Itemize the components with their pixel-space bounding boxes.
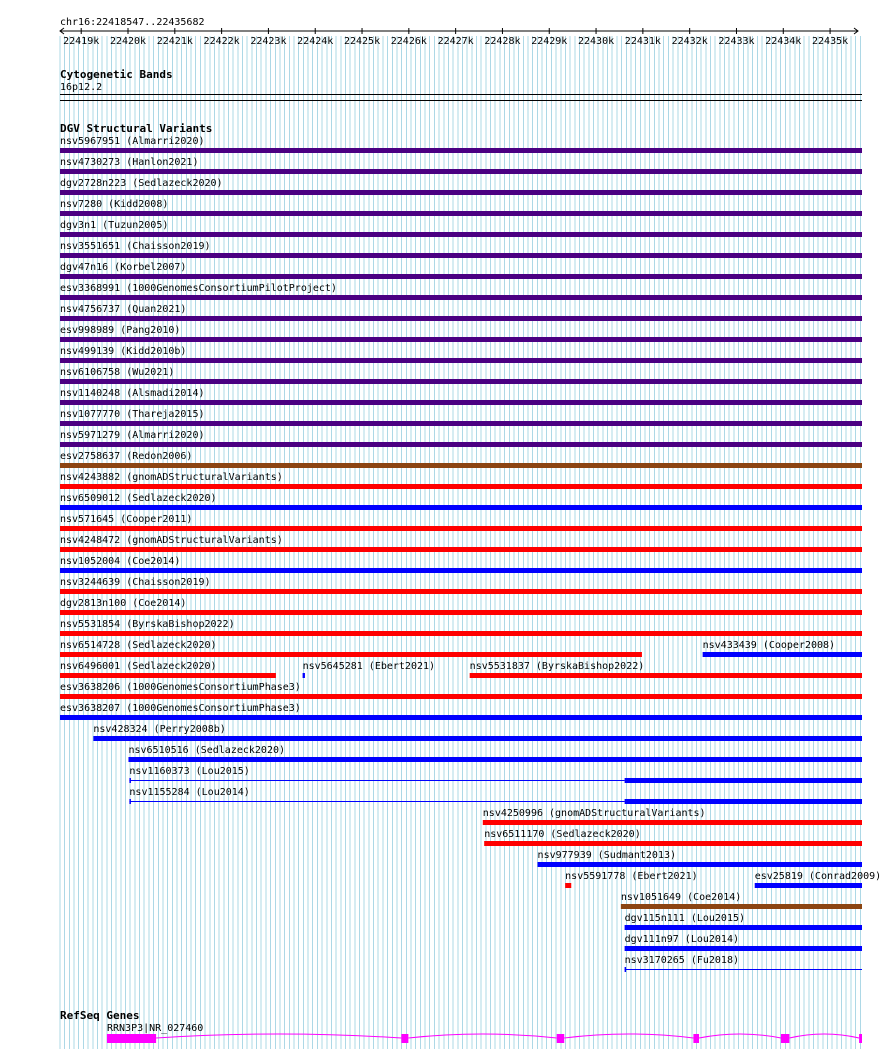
dgv-feature-bar[interactable]: [60, 526, 862, 531]
dgv-feature[interactable]: [60, 220, 862, 237]
dgv-feature-line[interactable]: [129, 780, 624, 781]
dgv-feature-label[interactable]: nsv1052004 (Coe2014): [60, 556, 181, 567]
dgv-feature-label[interactable]: nsv1160373 (Lou2015): [129, 766, 250, 777]
ruler: [60, 17, 858, 47]
dgv-feature-label[interactable]: nsv6510516 (Sedlazeck2020): [128, 745, 286, 756]
dgv-feature-bar[interactable]: [60, 274, 862, 279]
dgv-feature-label[interactable]: esv25819 (Conrad2009): [754, 871, 882, 882]
location-label: chr16:22418547..22435682: [60, 17, 205, 28]
dgv-feature-bar[interactable]: [483, 820, 862, 825]
dgv-feature-label[interactable]: nsv3551651 (Chaisson2019): [60, 241, 211, 252]
dgv-feature-bar[interactable]: [60, 463, 862, 468]
dgv-feature-label[interactable]: dgv47n16 (Korbel2007): [60, 262, 187, 273]
dgv-feature[interactable]: [60, 409, 862, 426]
dgv-feature-label[interactable]: nsv977939 (Sudmant2013): [537, 850, 677, 861]
dgv-feature[interactable]: [93, 724, 862, 741]
dgv-features: [60, 136, 881, 972]
dgv-feature-label[interactable]: nsv6514728 (Sedlazeck2020): [60, 640, 217, 651]
refseq-gene-label[interactable]: RRN3P3|NR_027460: [107, 1023, 204, 1034]
dgv-feature-label[interactable]: nsv499139 (Kidd2010b): [60, 346, 187, 357]
refseq-gene-model[interactable]: [107, 1034, 862, 1043]
dgv-feature-label[interactable]: nsv1051649 (Coe2014): [620, 892, 742, 903]
ruler-tick-label: 22432k: [671, 36, 708, 47]
refseq-intron: [564, 1034, 693, 1038]
dgv-feature-label[interactable]: nsv5967951 (Almarri2020): [60, 136, 205, 147]
dgv-feature-bar[interactable]: [470, 673, 862, 678]
dgv-feature[interactable]: [60, 241, 862, 258]
dgv-feature-bar[interactable]: [484, 841, 862, 846]
dgv-feature[interactable]: [60, 136, 862, 153]
dgv-feature[interactable]: [60, 304, 862, 321]
ruler-tick-label: 22422k: [203, 36, 240, 47]
dgv-feature[interactable]: [60, 598, 862, 615]
ruler-tick-label: 22424k: [297, 36, 334, 47]
dgv-feature-label[interactable]: nsv1077770 (Thareja2015): [60, 409, 205, 420]
dgv-feature-label[interactable]: nsv5591778 (Ebert2021): [565, 871, 698, 882]
dgv-feature-bar[interactable]: [60, 652, 642, 657]
dgv-feature-bar[interactable]: [625, 778, 862, 783]
dgv-feature[interactable]: [60, 472, 862, 489]
dgv-feature-label[interactable]: dgv2813n100 (Coe2014): [60, 598, 187, 609]
dgv-feature-label[interactable]: nsv6509012 (Sedlazeck2020): [60, 493, 217, 504]
dgv-track-title: DGV Structural Variants: [60, 122, 213, 135]
cytoband-label[interactable]: 16p12.2: [60, 82, 103, 93]
dgv-feature-label[interactable]: nsv4248472 (gnomADStructuralVariants): [60, 535, 283, 546]
dgv-feature-label[interactable]: esv998989 (Pang2010): [60, 325, 181, 336]
dgv-feature[interactable]: [470, 661, 862, 678]
ruler-tick-label: 22431k: [624, 36, 661, 47]
refseq-intron: [408, 1034, 556, 1038]
dgv-feature-bar[interactable]: [625, 925, 862, 930]
dgv-feature-bar[interactable]: [60, 169, 862, 174]
dgv-feature[interactable]: [625, 913, 862, 930]
ruler-tick-label: 22429k: [531, 36, 568, 47]
dgv-feature[interactable]: [60, 703, 862, 720]
dgv-feature-label[interactable]: dgv111n97 (Lou2014): [624, 934, 739, 945]
dgv-feature-label[interactable]: nsv4756737 (Quan2021): [60, 304, 187, 315]
dgv-feature-bar[interactable]: [60, 148, 862, 153]
refseq-intron: [699, 1034, 781, 1038]
dgv-feature-label[interactable]: nsv5531854 (ByrskaBishop2022): [60, 619, 235, 630]
dgv-feature[interactable]: [483, 808, 862, 825]
ruler-tick-label: 22428k: [484, 36, 521, 47]
dgv-feature[interactable]: [60, 346, 862, 363]
dgv-feature-bar[interactable]: [60, 589, 862, 594]
refseq-track-title: RefSeq Genes: [60, 1009, 140, 1022]
refseq-exon[interactable]: [557, 1034, 564, 1043]
dgv-feature-bar[interactable]: [625, 946, 862, 951]
dgv-feature-label[interactable]: nsv433439 (Cooper2008): [702, 640, 836, 651]
dgv-feature-bar[interactable]: [303, 673, 305, 678]
dgv-feature-bar[interactable]: [60, 358, 862, 363]
dgv-feature-label[interactable]: nsv5645281 (Ebert2021): [302, 661, 436, 672]
dgv-feature[interactable]: [60, 451, 862, 468]
ruler-tick-label: 22425k: [343, 36, 381, 47]
dgv-feature-label[interactable]: dgv2728n223 (Sedlazeck2020): [60, 178, 223, 189]
cytoband-track: [60, 68, 862, 101]
dgv-feature-bar[interactable]: [60, 694, 862, 699]
dgv-feature-bar[interactable]: [621, 904, 862, 909]
dgv-feature-line[interactable]: [129, 801, 624, 802]
dgv-track: [60, 122, 881, 972]
dgv-feature-bar[interactable]: [60, 379, 862, 384]
dgv-feature-label[interactable]: nsv4250996 (gnomADStructuralVariants): [482, 808, 706, 819]
dgv-feature[interactable]: [60, 577, 862, 594]
dgv-feature[interactable]: [60, 283, 862, 300]
dgv-feature-bar[interactable]: [60, 547, 862, 552]
dgv-feature-end-tick: [129, 778, 131, 783]
dgv-feature[interactable]: [703, 640, 862, 657]
refseq-exon[interactable]: [693, 1034, 699, 1043]
dgv-feature-bar[interactable]: [60, 316, 862, 321]
ruler-tick-label: 22423k: [250, 36, 287, 47]
dgv-feature-bar[interactable]: [703, 652, 862, 657]
dgv-feature-bar[interactable]: [60, 421, 862, 426]
dgv-feature[interactable]: [60, 514, 862, 531]
dgv-feature-bar[interactable]: [60, 568, 862, 573]
dgv-feature-label[interactable]: nsv6496001 (Sedlazeck2020): [60, 661, 217, 672]
dgv-feature-bar[interactable]: [128, 757, 862, 762]
dgv-feature-bar[interactable]: [60, 337, 862, 342]
dgv-feature[interactable]: [60, 535, 862, 552]
dgv-feature-bar[interactable]: [60, 631, 862, 636]
dgv-feature-label[interactable]: nsv6106758 (Wu2021): [60, 367, 175, 378]
dgv-feature[interactable]: [60, 556, 862, 573]
dgv-feature-label[interactable]: dgv115n111 (Lou2015): [624, 913, 746, 924]
ruler-tick-label: 22433k: [718, 36, 755, 47]
dgv-feature[interactable]: [60, 325, 862, 342]
dgv-feature-line[interactable]: [625, 969, 862, 970]
dgv-feature-label[interactable]: esv3638207 (1000GenomesConsortiumPhase3): [60, 703, 301, 714]
refseq-track: [60, 1009, 862, 1043]
refseq-exon[interactable]: [781, 1034, 789, 1043]
dgv-feature-label[interactable]: nsv5531837 (ByrskaBishop2022): [469, 661, 645, 672]
refseq-exon[interactable]: [107, 1034, 156, 1043]
ruler-tick-label: 22420k: [109, 36, 147, 47]
dgv-feature-end-tick: [129, 799, 131, 804]
dgv-feature[interactable]: [60, 157, 862, 174]
ruler-tick-label: 22421k: [156, 36, 193, 47]
dgv-feature[interactable]: [60, 178, 862, 195]
dgv-feature-bar[interactable]: [565, 883, 571, 888]
ruler-tick-label: 22430k: [577, 36, 615, 47]
dgv-feature-label[interactable]: nsv4730273 (Hanlon2021): [60, 157, 199, 168]
dgv-feature-label[interactable]: nsv1155284 (Lou2014): [129, 787, 250, 798]
dgv-feature-label[interactable]: nsv428324 (Perry2008b): [93, 724, 226, 735]
dgv-feature-bar[interactable]: [60, 400, 862, 405]
dgv-feature-label[interactable]: nsv571645 (Cooper2011): [60, 514, 193, 525]
dgv-feature[interactable]: [621, 892, 862, 909]
dgv-feature-label[interactable]: nsv6511170 (Sedlazeck2020): [484, 829, 641, 840]
ruler-tick-label: 22427k: [437, 36, 474, 47]
dgv-feature-label[interactable]: esv3638206 (1000GenomesConsortiumPhase3): [60, 682, 301, 693]
dgv-feature-bar[interactable]: [538, 862, 862, 867]
ruler-tick-label: 22426k: [390, 36, 427, 47]
dgv-feature[interactable]: [60, 199, 862, 216]
dgv-feature[interactable]: [755, 871, 881, 888]
dgv-feature-bar[interactable]: [60, 715, 862, 720]
dgv-feature-label[interactable]: dgv3n1 (Tuzun2005): [60, 220, 169, 231]
dgv-feature-bar[interactable]: [60, 190, 862, 195]
dgv-feature-bar[interactable]: [60, 673, 276, 678]
ruler-tick-label: 22435k: [812, 36, 849, 47]
refseq-exon[interactable]: [859, 1034, 862, 1043]
dgv-feature-bar[interactable]: [625, 799, 862, 804]
ruler-tick-label: 22419k: [63, 36, 100, 47]
dgv-feature-label[interactable]: nsv7280 (Kidd2008): [60, 199, 169, 210]
dgv-feature[interactable]: [60, 388, 862, 405]
dgv-feature-bar[interactable]: [60, 232, 862, 237]
dgv-feature[interactable]: [60, 430, 862, 447]
dgv-feature-bar[interactable]: [60, 211, 862, 216]
cytoband-track-title: Cytogenetic Bands: [60, 68, 173, 81]
dgv-feature-label[interactable]: nsv4243882 (gnomADStructuralVariants): [60, 472, 283, 483]
dgv-feature-bar[interactable]: [60, 295, 862, 300]
dgv-feature-label[interactable]: nsv3244639 (Chaisson2019): [60, 577, 211, 588]
dgv-feature-label[interactable]: esv3368991 (1000GenomesConsortiumPilotProject): [60, 283, 337, 294]
dgv-feature-bar[interactable]: [93, 736, 862, 741]
refseq-exon[interactable]: [401, 1034, 408, 1043]
dgv-feature[interactable]: [60, 367, 862, 384]
dgv-feature-bar[interactable]: [60, 442, 862, 447]
dgv-feature[interactable]: [60, 682, 862, 699]
dgv-feature-bar[interactable]: [60, 610, 862, 615]
dgv-feature-end-tick: [625, 967, 627, 972]
dgv-feature[interactable]: [60, 661, 276, 678]
dgv-feature-bar[interactable]: [755, 883, 862, 888]
dgv-feature-bar[interactable]: [60, 505, 862, 510]
dgv-feature[interactable]: [60, 640, 642, 657]
dgv-feature-bar[interactable]: [60, 253, 862, 258]
dgv-feature[interactable]: [60, 493, 862, 510]
dgv-feature-label[interactable]: esv2758637 (Redon2006): [60, 451, 193, 462]
dgv-feature[interactable]: [60, 262, 862, 279]
dgv-feature[interactable]: [60, 619, 862, 636]
dgv-feature-bar[interactable]: [60, 484, 862, 489]
dgv-feature-label[interactable]: nsv3170265 (Fu2018): [624, 955, 739, 966]
dgv-feature-label[interactable]: nsv1140248 (Alsmadi2014): [60, 388, 205, 399]
dgv-feature-label[interactable]: nsv5971279 (Almarri2020): [60, 430, 205, 441]
ruler-tick-label: 22434k: [765, 36, 802, 47]
